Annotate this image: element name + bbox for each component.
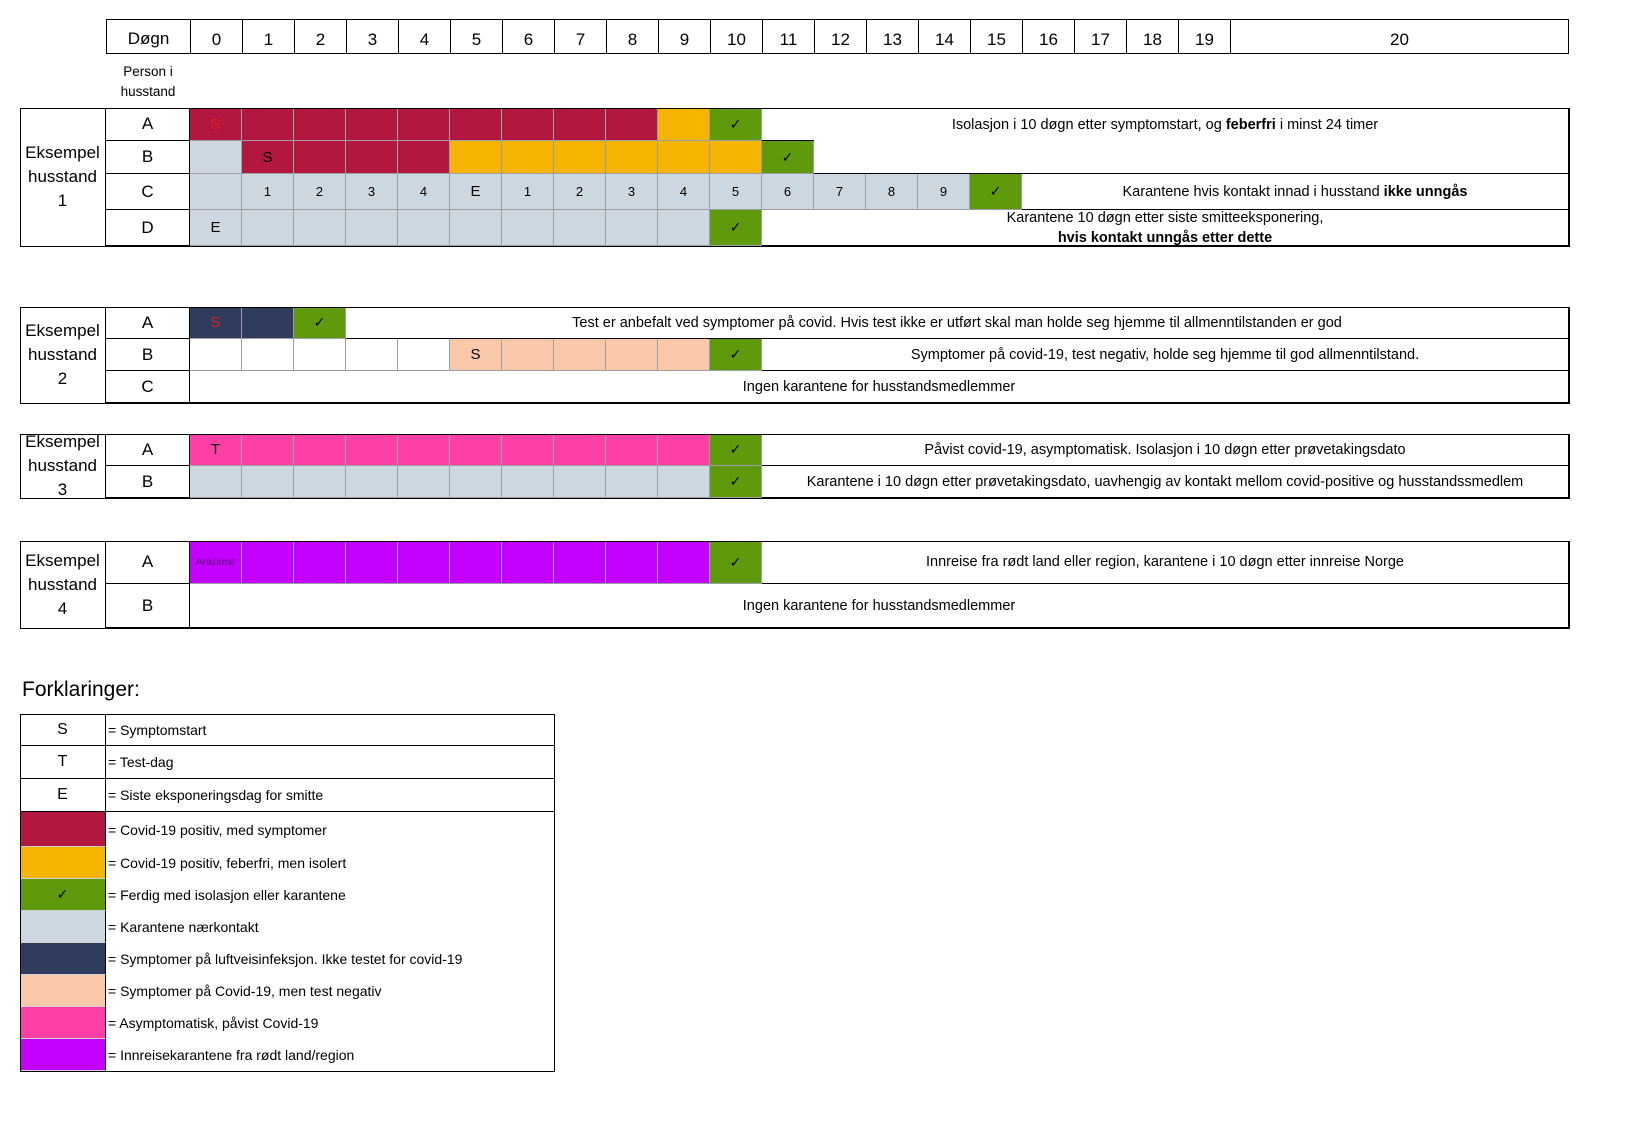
header-day-5: 5 [450, 19, 503, 54]
note-line [924, 440, 1405, 460]
day-cell [450, 210, 502, 246]
header-day-7: 7 [554, 19, 607, 54]
legend-swatch: E [20, 779, 106, 812]
day-cell [190, 339, 242, 371]
note-line [1058, 228, 1272, 248]
day-cell [294, 141, 346, 174]
day-cell [710, 141, 762, 174]
header-day-10: 10 [710, 19, 763, 54]
header-day-8: 8 [606, 19, 659, 54]
day-cell: 7 [814, 174, 866, 210]
note-text: Ingen karantene for husstandsmedlemmer [742, 378, 1016, 395]
day-cell [554, 434, 606, 466]
header-day-17: 17 [1074, 19, 1127, 54]
day-cell: 9 [918, 174, 970, 210]
person-c-ex2: C [106, 371, 190, 403]
note-line [743, 596, 1015, 616]
header-day-9: 9 [658, 19, 711, 54]
day-cell [606, 108, 658, 141]
legend-text: = Siste eksponeringsdag for smitte [106, 779, 555, 812]
check-icon: ✓ [294, 307, 346, 339]
day-cell [450, 141, 502, 174]
day-cell [190, 141, 242, 174]
day-cell [294, 108, 346, 141]
day-cell [346, 339, 398, 371]
day-cell: S [190, 108, 242, 141]
note-ex1-row-c [1022, 174, 1569, 210]
note-ex3-row-b [762, 466, 1569, 498]
day-cell [554, 541, 606, 584]
legend-title: Forklaringer: [22, 678, 140, 701]
day-cell [502, 339, 554, 371]
day-cell [450, 108, 502, 141]
day-cell [242, 307, 294, 339]
legend-text: = Symptomer på luftveisinfeksjon. Ikke testet for covid-19 [108, 951, 463, 967]
header-day-19: 19 [1178, 19, 1231, 54]
day-cell: 2 [554, 174, 606, 210]
header-day-11: 11 [762, 19, 815, 54]
day-cell [502, 434, 554, 466]
header-day-15: 15 [970, 19, 1023, 54]
day-cell [398, 434, 450, 466]
day-cell [658, 210, 710, 246]
day-cell [606, 434, 658, 466]
note-bold-text: hvis kontakt unngås etter dette [1057, 229, 1273, 246]
note-ex2-row-b [762, 339, 1569, 371]
person-d-ex1: D [106, 210, 190, 246]
person-a-ex2: A [106, 307, 190, 339]
note-text: Karantene hvis kontakt innad i husstand [1122, 183, 1384, 200]
day-cell [346, 210, 398, 246]
note-line [911, 345, 1419, 365]
day-cell [242, 466, 294, 498]
legend-text: = Covid-19 positiv, feberfri, men isolert [108, 855, 347, 871]
legend-text: = Covid-19 positiv, med symptomer [108, 821, 327, 838]
header-day-3: 3 [346, 19, 399, 54]
day-cell [190, 174, 242, 210]
legend-swatch [20, 812, 106, 847]
check-icon: ✓ [710, 108, 762, 141]
legend-swatch [20, 943, 106, 975]
day-cell: 6 [762, 174, 814, 210]
legend-swatch [20, 1007, 106, 1039]
note-text: i minst 24 timer [1275, 116, 1379, 133]
check-icon: ✓ [20, 879, 106, 911]
day-cell [502, 108, 554, 141]
note-line [807, 472, 1524, 492]
day-cell [658, 541, 710, 584]
note-line [743, 377, 1015, 397]
example-label-1: Eksempel husstand 1 [20, 108, 106, 246]
legend-swatch [20, 975, 106, 1007]
note-text: Isolasjon i 10 døgn etter symptomstart, og [951, 116, 1226, 133]
check-icon: ✓ [710, 339, 762, 371]
day-cell: 8 [866, 174, 918, 210]
note-line [1123, 182, 1468, 202]
day-cell [554, 141, 606, 174]
day-cell [294, 339, 346, 371]
header-dogn-label: Døgn [106, 19, 191, 54]
note-bold-text: ikke unngås [1383, 183, 1468, 200]
note-ex3-row-a [762, 434, 1569, 466]
legend-text: = Karantene nærkontakt [108, 919, 259, 935]
header-day-1: 1 [242, 19, 295, 54]
check-icon: ✓ [710, 210, 762, 246]
day-cell [398, 210, 450, 246]
legend-text: = Ferdig med isolasjon eller karantene [108, 887, 346, 903]
note-text: Ingen karantene for husstandsmedlemmer [742, 597, 1016, 614]
note-text: Symptomer på covid-19, test negativ, holde seg hjemme til god allmenntilstand. [910, 346, 1420, 363]
person-a-ex3: A [106, 434, 190, 466]
legend-text: = Test-dag [106, 746, 555, 779]
day-cell [294, 466, 346, 498]
note-ex2-row-a [346, 307, 1569, 339]
day-cell [658, 434, 710, 466]
note-line [1007, 208, 1324, 228]
day-cell [294, 434, 346, 466]
legend-text: = Innreisekarantene fra rødt land/region [108, 1047, 355, 1063]
day-cell: 5 [710, 174, 762, 210]
day-cell [398, 466, 450, 498]
person-b-ex3: B [106, 466, 190, 498]
day-cell [606, 541, 658, 584]
day-cell [242, 108, 294, 141]
note-text: Påvist covid-19, asymptomatisk. Isolasjon i 10 døgn etter prøvetakingsdato [924, 441, 1406, 458]
note-text: Test er anbefalt ved symptomer på covid. Hvis test ikke er utført skal man holde seg hjemme til allmenntilstanden er god [572, 314, 1342, 331]
check-icon: ✓ [710, 434, 762, 466]
header-day-2: 2 [294, 19, 347, 54]
person-a-ex1: A [106, 108, 190, 141]
day-cell [190, 466, 242, 498]
person-b-ex1: B [106, 141, 190, 174]
legend-text: = Asymptomatisk, påvist Covid-19 [108, 1015, 319, 1031]
person-a-ex4: A [106, 541, 190, 584]
day-cell [242, 541, 294, 584]
day-cell [554, 210, 606, 246]
day-cell [398, 108, 450, 141]
person-b-ex4: B [106, 584, 190, 628]
day-cell [242, 339, 294, 371]
day-cell [606, 466, 658, 498]
header-day-13: 13 [866, 19, 919, 54]
header-day-14: 14 [918, 19, 971, 54]
note-ex2-row-c [190, 371, 1569, 403]
header-day-16: 16 [1022, 19, 1075, 54]
day-cell [450, 466, 502, 498]
day-cell [294, 210, 346, 246]
check-icon: ✓ [762, 141, 814, 174]
note-ex1-row-a [762, 108, 1569, 141]
day-cell [346, 541, 398, 584]
day-cell [502, 210, 554, 246]
person-b-ex2: B [106, 339, 190, 371]
day-cell [242, 210, 294, 246]
day-cell: 2 [294, 174, 346, 210]
header-day-0: 0 [190, 19, 243, 54]
day-cell [398, 339, 450, 371]
day-cell: 3 [606, 174, 658, 210]
day-cell [606, 339, 658, 371]
day-cell [450, 434, 502, 466]
header-day-4: 4 [398, 19, 451, 54]
header-day-20: 20 [1230, 19, 1569, 54]
note-ex4-row-a [762, 541, 1569, 584]
day-cell [294, 541, 346, 584]
day-cell: S [450, 339, 502, 371]
note-text: Karantene 10 døgn etter siste smitteeksponering, [1006, 209, 1324, 226]
note-bold-text: feberfri [1225, 116, 1276, 133]
day-cell [554, 108, 606, 141]
day-cell: Ankomst [190, 541, 242, 584]
day-cell: 1 [242, 174, 294, 210]
header-day-18: 18 [1126, 19, 1179, 54]
header-day-6: 6 [502, 19, 555, 54]
day-cell [346, 141, 398, 174]
legend-text: = Symptomstart [106, 714, 555, 746]
example-label-2: Eksempel husstand 2 [20, 307, 106, 403]
note-text: Karantene i 10 døgn etter prøvetakingsdato, uavhengig av kontakt mellom covid-positive og husstandssmedlem [806, 473, 1524, 490]
header-day-12: 12 [814, 19, 867, 54]
note-line [572, 313, 1342, 333]
day-cell: 4 [398, 174, 450, 210]
day-cell: S [242, 141, 294, 174]
note-text: Innreise fra rødt land eller region, karantene i 10 døgn etter innreise Norge [926, 554, 1404, 570]
day-cell [346, 434, 398, 466]
check-icon: ✓ [710, 466, 762, 498]
example-label-4: Eksempel husstand 4 [20, 541, 106, 628]
day-cell: E [190, 210, 242, 246]
day-cell: 3 [346, 174, 398, 210]
day-cell [502, 141, 554, 174]
day-cell [450, 541, 502, 584]
empty-area [814, 141, 1569, 174]
day-cell [502, 466, 554, 498]
day-cell [554, 466, 606, 498]
day-cell [554, 339, 606, 371]
note-ex1-row-d [762, 210, 1569, 246]
legend-swatch: S [20, 714, 106, 746]
day-cell [658, 466, 710, 498]
person-label: Person i husstand [120, 64, 176, 99]
legend-swatch: T [20, 746, 106, 779]
day-cell: 4 [658, 174, 710, 210]
day-cell [658, 339, 710, 371]
day-cell [398, 541, 450, 584]
day-cell [606, 141, 658, 174]
note-ex4-row-b [190, 584, 1569, 628]
day-cell [242, 434, 294, 466]
day-cell [658, 141, 710, 174]
day-cell: S [190, 307, 242, 339]
example-label-3: Eksempel husstand 3 [20, 434, 106, 498]
day-cell: T [190, 434, 242, 466]
day-cell [346, 466, 398, 498]
day-cell: 1 [502, 174, 554, 210]
legend-swatch [20, 1039, 106, 1071]
day-cell [346, 108, 398, 141]
legend-swatch [20, 847, 106, 879]
day-cell [502, 541, 554, 584]
legend-swatch [20, 911, 106, 943]
day-cell: E [450, 174, 502, 210]
person-c-ex1: C [106, 174, 190, 210]
day-cell [658, 108, 710, 141]
day-cell [398, 141, 450, 174]
note-line [926, 552, 1404, 572]
divider [762, 108, 814, 141]
day-cell [606, 210, 658, 246]
check-icon: ✓ [710, 541, 762, 584]
check-icon: ✓ [970, 174, 1022, 210]
legend-text: = Symptomer på Covid-19, men test negativ [108, 983, 382, 999]
